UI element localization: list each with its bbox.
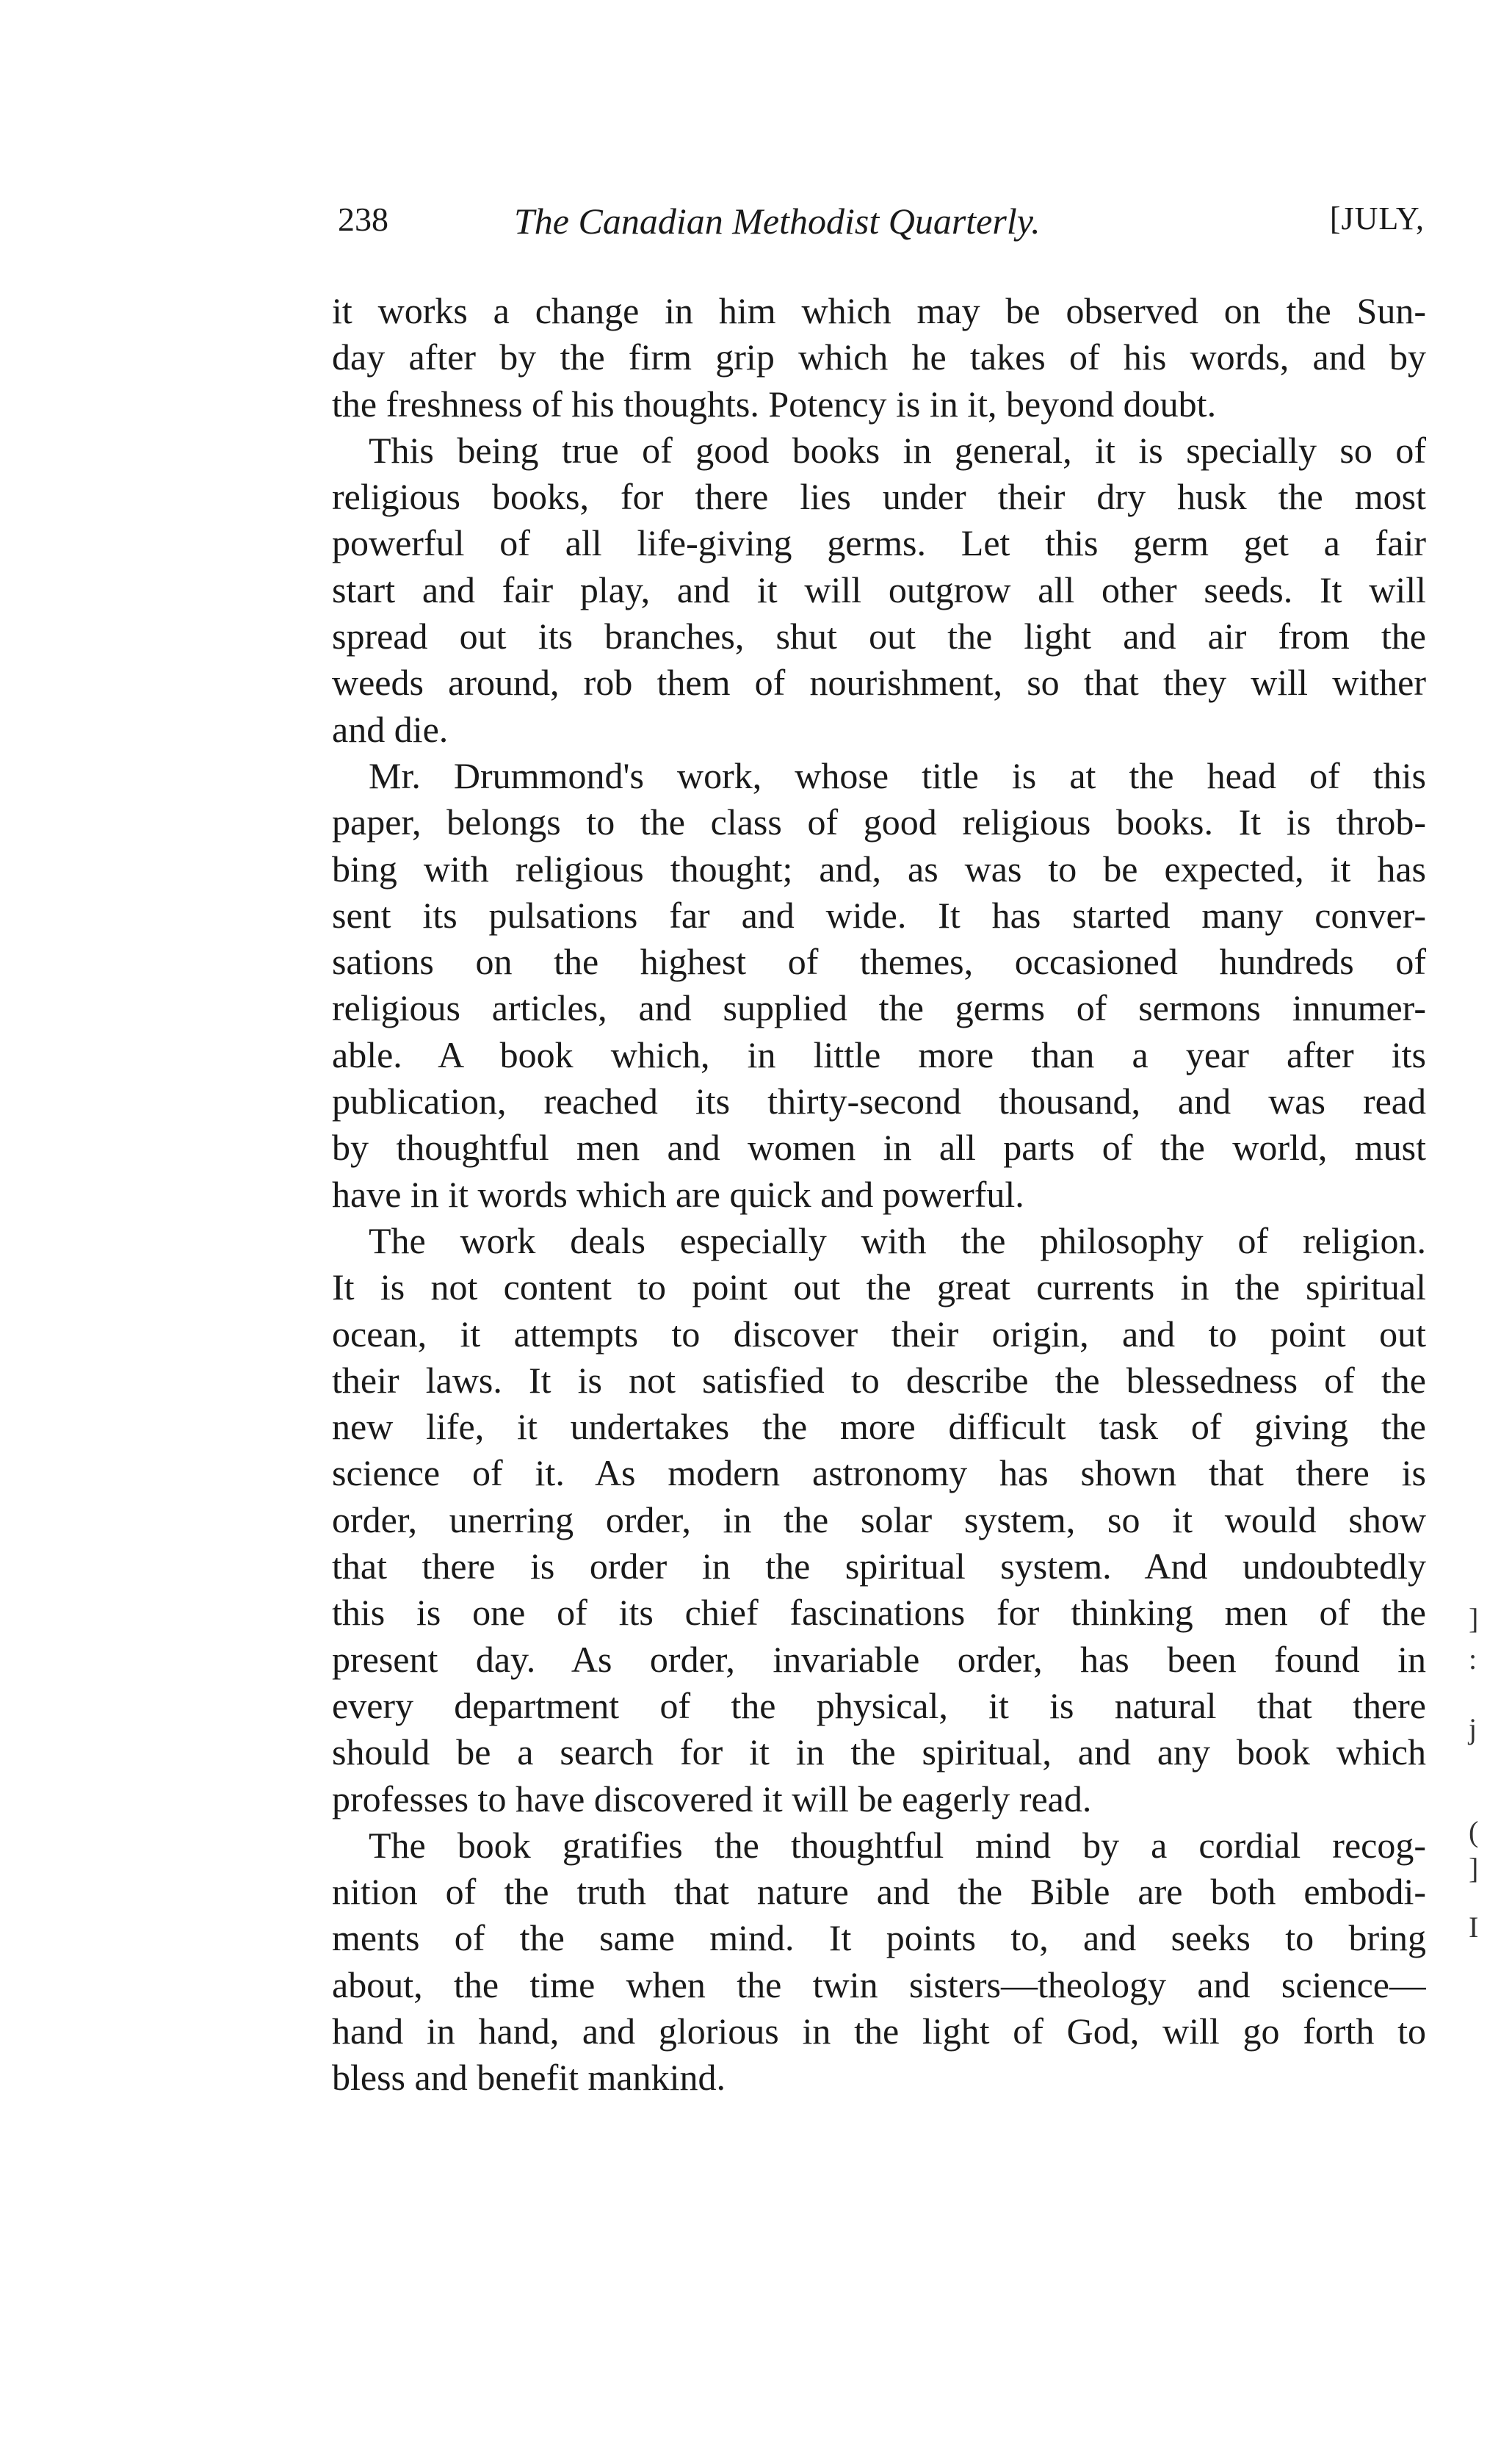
paragraph	[332, 753, 1426, 1218]
text-line: the freshness of his thoughts. Potency is in it, beyond doubt.	[332, 383, 1217, 425]
text-line: have in it words which are quick and powerful.	[332, 1173, 1024, 1215]
text-line: nition of the truth that nature and the Bible are both embodi-	[332, 1871, 1426, 1913]
paragraph	[332, 288, 1426, 428]
margin-mark: I	[1469, 1911, 1479, 1944]
text-line: professes to have discovered it will be eagerly read.	[332, 1778, 1092, 1820]
margin-mark: ]	[1469, 1852, 1479, 1885]
text-line: about, the time when the twin sisters—theology and science—	[332, 1963, 1426, 2005]
text-line: science of it. As modern astronomy has shown that there is	[332, 1452, 1426, 1494]
text-line: and die.	[332, 708, 449, 750]
margin-mark: :	[1469, 1642, 1477, 1676]
text-line: It is not content to point out the great currents in the spiritual	[332, 1266, 1426, 1308]
text-line: able. A book which, in little more than a year after its	[332, 1034, 1426, 1075]
margin-mark: ]	[1469, 1602, 1479, 1635]
article-body	[332, 288, 1426, 2102]
text-line: weeds around, rob them of nourishment, so that they will wither	[332, 662, 1426, 704]
text-line: publication, reached its thirty-second thousand, and was read	[332, 1081, 1426, 1122]
text-line: sations on the highest of themes, occasioned hundreds of	[332, 941, 1426, 983]
text-line: their laws. It is not satisfied to describe the blessedness of the	[332, 1359, 1426, 1401]
text-line: spread out its branches, shut out the light and air from the	[332, 616, 1426, 657]
text-line: powerful of all life-giving germs. Let this germ get a fair	[332, 522, 1426, 564]
text-line: day after by the firm grip which he takes of his words, and by	[332, 336, 1426, 378]
text-line: The work deals especially with the philosophy of religion.	[369, 1219, 1426, 1261]
margin-mark: (	[1469, 1815, 1479, 1848]
text-line: that there is order in the spiritual system. And undoubtedly	[332, 1546, 1426, 1587]
text-line: This being true of good books in general, it is specially so of	[369, 429, 1426, 471]
text-line: order, unerring order, in the solar system, so it would show	[332, 1498, 1426, 1540]
text-line: it works a change in him which may be observed on the Sun-	[332, 290, 1426, 331]
text-line: religious books, for there lies under their dry husk the most	[332, 476, 1426, 518]
page-number: 238	[338, 201, 388, 238]
text-line: Mr. Drummond's work, whose title is at the head of this	[369, 754, 1426, 796]
text-line: should be a search for it in the spiritual, and any book which	[332, 1731, 1426, 1773]
text-line: The book gratifies the thoughtful mind by a cordial recog-	[369, 1824, 1426, 1866]
text-line: start and fair play, and it will outgrow all other seeds. It will	[332, 569, 1426, 610]
text-line: every department of the physical, it is natural that there	[332, 1684, 1426, 1726]
margin-mark: j	[1469, 1712, 1477, 1745]
text-line: by thoughtful men and women in all parts of the world, must	[332, 1127, 1426, 1169]
text-line: ocean, it attempts to discover their origin, and to point out	[332, 1313, 1426, 1355]
paragraph	[332, 1822, 1426, 2102]
paragraph	[332, 1218, 1426, 1822]
journal-title: The Canadian Methodist Quarterly.	[514, 201, 1041, 242]
text-line: bless and benefit mankind.	[332, 2057, 726, 2099]
text-line: this is one of its chief fascinations for thinking men of the	[332, 1592, 1426, 1634]
text-line: present day. As order, invariable order, has been found in	[332, 1638, 1426, 1680]
text-line: ments of the same mind. It points to, and seeks to bring	[332, 1917, 1426, 1959]
text-line: bing with religious thought; and, as was to be expected, it has	[332, 848, 1426, 890]
text-line: religious articles, and supplied the germs of sermons innumer-	[332, 987, 1426, 1029]
text-line: sent its pulsations far and wide. It has started many conver-	[332, 894, 1426, 936]
text-line: hand in hand, and glorious in the light of God, will go forth to	[332, 2010, 1426, 2052]
text-line: paper, belongs to the class of good religious books. It is throb-	[332, 801, 1426, 843]
issue-month: [JULY,	[1329, 201, 1425, 237]
text-line: new life, it undertakes the more difficult task of giving the	[332, 1406, 1426, 1448]
paragraph	[332, 428, 1426, 753]
running-header	[338, 200, 1425, 251]
